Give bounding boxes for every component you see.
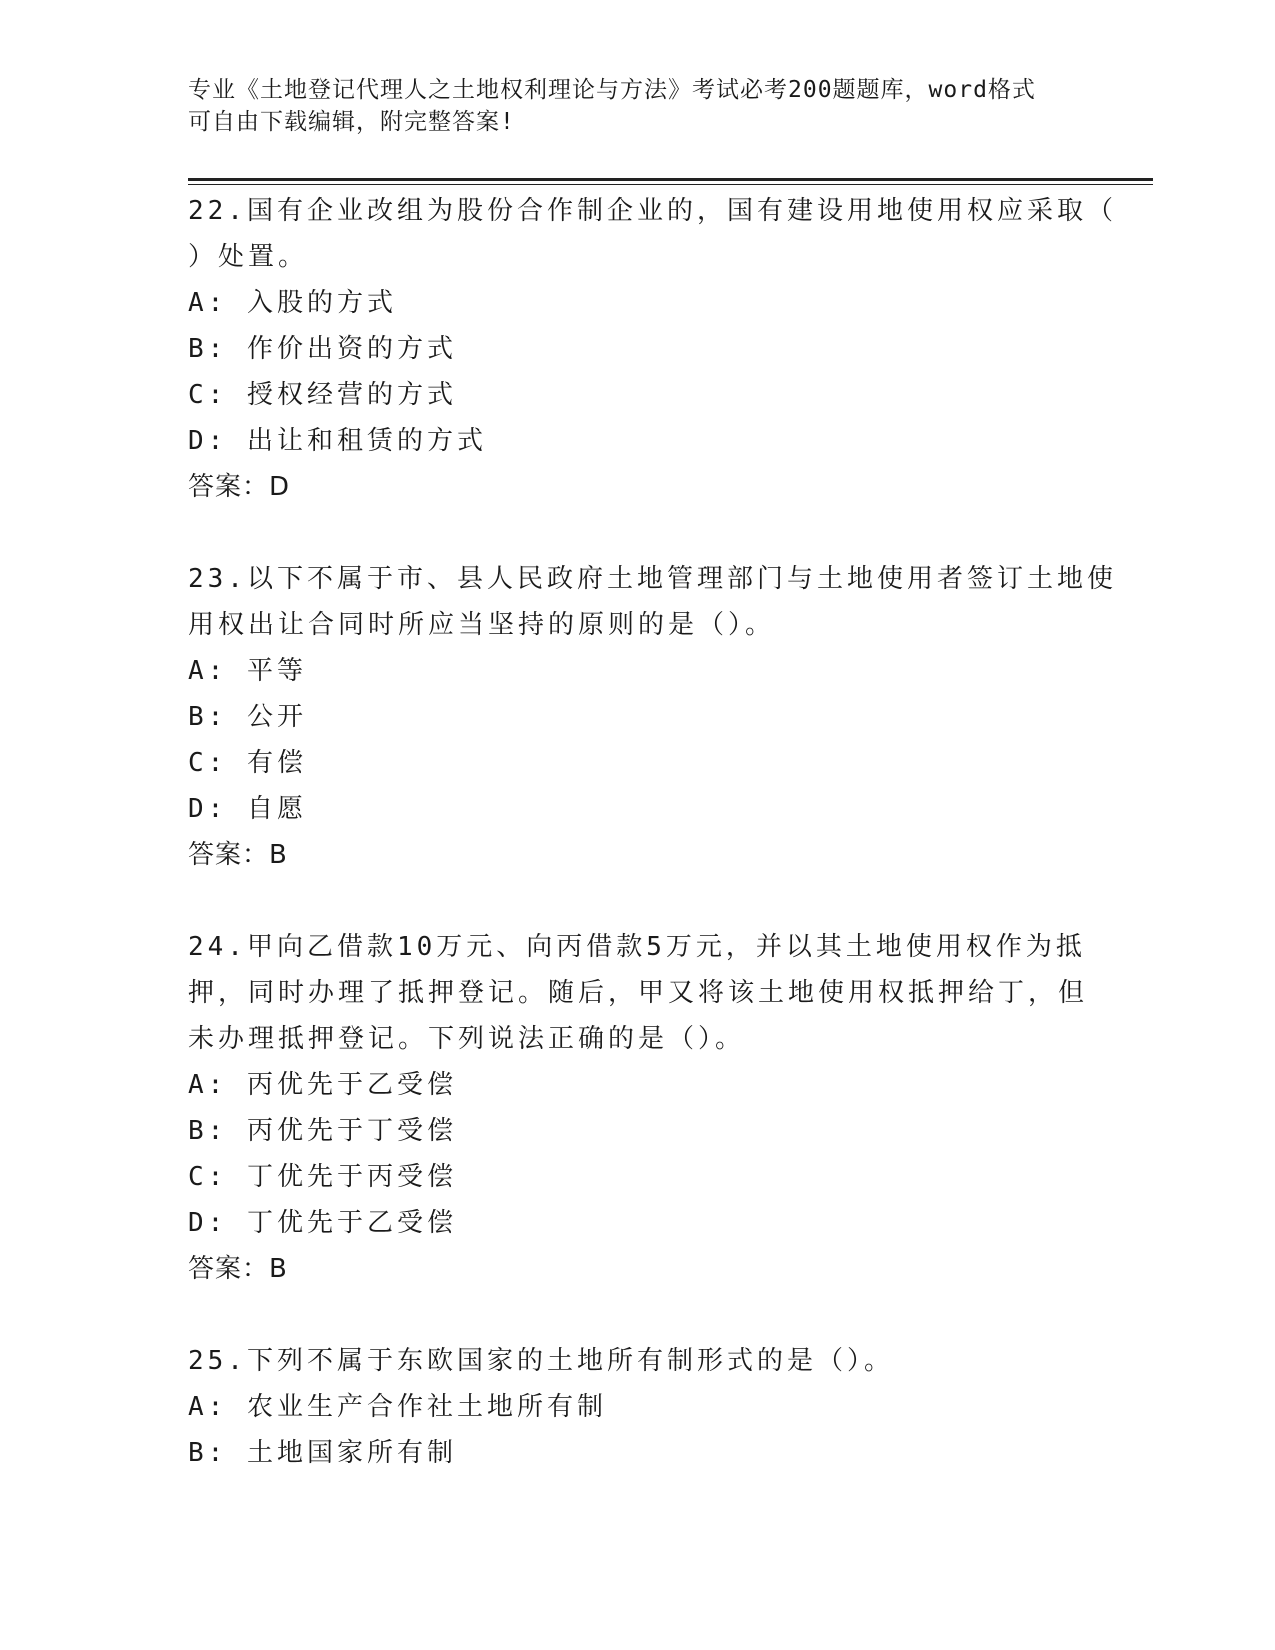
question-25: [188, 1338, 1088, 1476]
question-22: [188, 188, 1117, 510]
question-stem-line: 用权出让合同时所应当坚持的原则的是（）。: [188, 610, 776, 640]
answer-line: 答案：B: [188, 840, 288, 870]
question-24: [188, 924, 1088, 1292]
option-c: C: 授权经营的方式: [188, 380, 457, 410]
question-stem-line: 23.以下不属于市、县人民政府土地管理部门与土地使用者签订土地使: [188, 564, 1117, 594]
header-divider-thin: [188, 184, 1153, 185]
question-stem-line: 押，同时办理了抵押登记。随后，甲又将该土地使用权抵押给丁，但: [188, 978, 1089, 1008]
option-c: C: 丁优先于丙受偿: [188, 1162, 457, 1192]
header-line-1: 专业《土地登记代理人之土地权利理论与方法》考试必考200题题库，word格式: [188, 77, 1036, 103]
option-a: A: 平等: [188, 656, 307, 686]
question-23: [188, 556, 1117, 878]
header-divider-thick: [188, 178, 1153, 181]
option-d: D: 丁优先于乙受偿: [188, 1208, 457, 1238]
option-b: B: 作价出资的方式: [188, 334, 457, 364]
question-stem-line: ）处置。: [188, 242, 309, 272]
option-a: A: 丙优先于乙受偿: [188, 1070, 457, 1100]
option-b: B: 公开: [188, 702, 307, 732]
option-d: D: 出让和租赁的方式: [188, 426, 487, 456]
question-stem-line: 未办理抵押登记。下列说法正确的是（）。: [188, 1024, 746, 1054]
document-header: [188, 74, 1088, 138]
question-stem-line: 24.甲向乙借款10万元、向丙借款5万元，并以其土地使用权作为抵: [188, 932, 1086, 962]
option-c: C: 有偿: [188, 748, 307, 778]
answer-line: 答案：D: [188, 472, 291, 502]
option-a: A: 农业生产合作社土地所有制: [188, 1392, 607, 1422]
question-stem-line: 22.国有企业改组为股份合作制企业的，国有建设用地使用权应采取（: [188, 196, 1117, 226]
option-b: B: 土地国家所有制: [188, 1438, 457, 1468]
option-a: A: 入股的方式: [188, 288, 397, 318]
option-b: B: 丙优先于丁受偿: [188, 1116, 457, 1146]
option-d: D: 自愿: [188, 794, 307, 824]
header-line-2: 可自由下载编辑，附完整答案!: [188, 109, 515, 135]
answer-line: 答案：B: [188, 1254, 288, 1284]
question-stem-line: 25.下列不属于东欧国家的土地所有制形式的是（）。: [188, 1346, 894, 1376]
